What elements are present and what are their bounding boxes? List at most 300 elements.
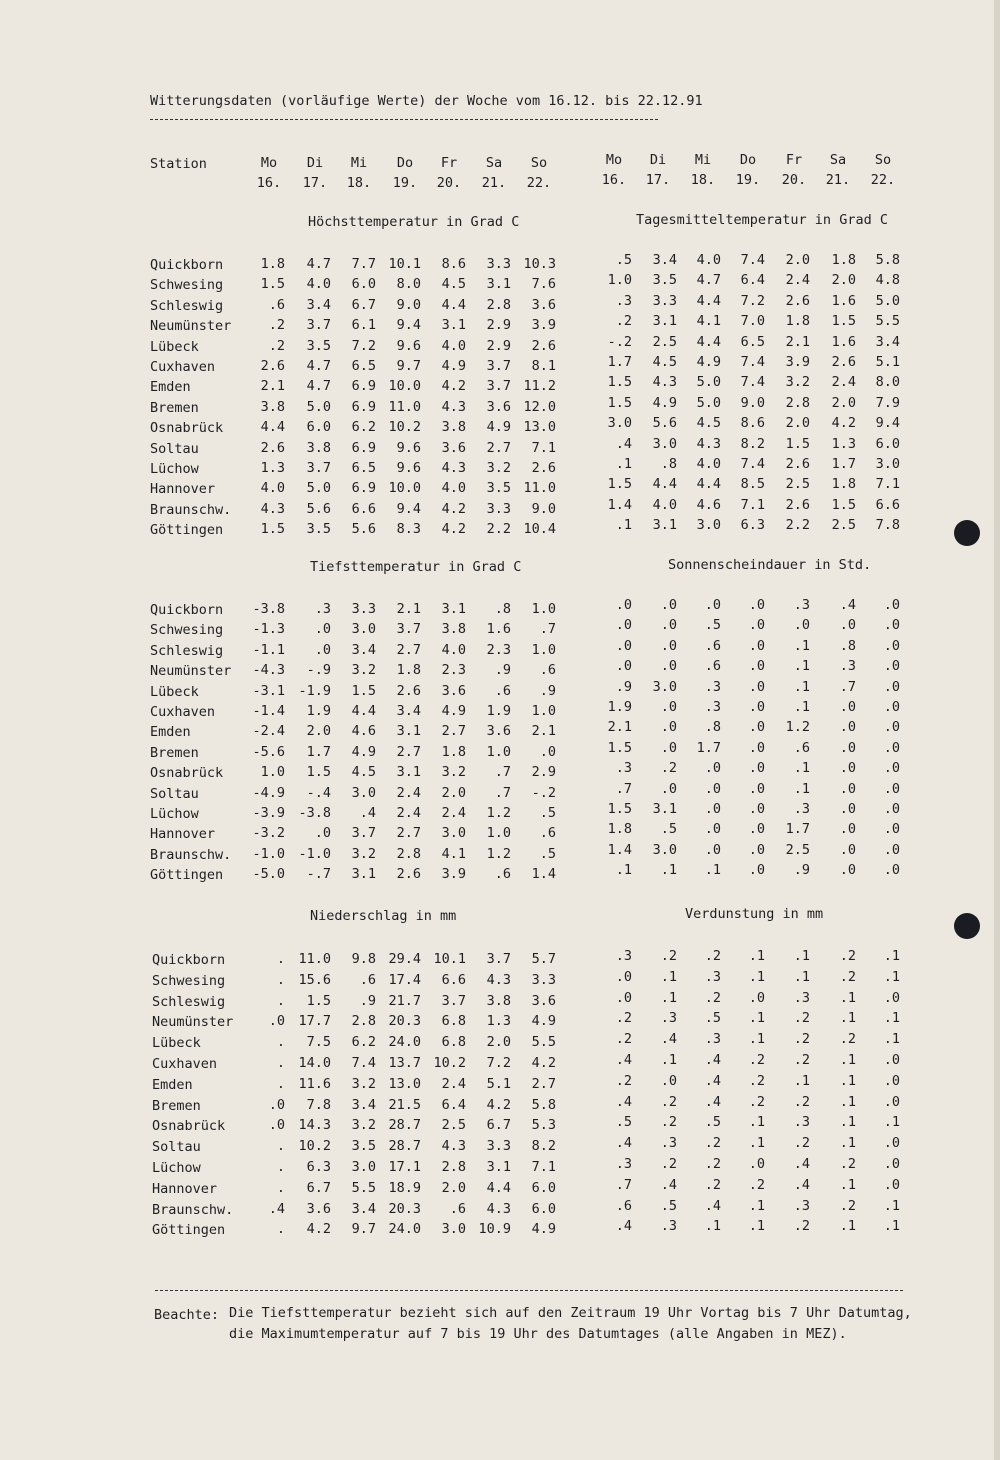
station-name: Göttingen <box>150 867 224 884</box>
data-cell: .2 <box>793 1010 810 1027</box>
data-cell: 2.1 <box>396 601 421 617</box>
data-cell: .1 <box>883 1197 900 1214</box>
data-cell: .0 <box>883 678 900 695</box>
data-cell: 9.4 <box>875 415 900 432</box>
data-cell: .0 <box>615 658 632 675</box>
date-header: 22. <box>526 175 552 191</box>
data-cell: 3.0 <box>875 456 900 472</box>
data-cell: 3.0 <box>441 1221 466 1238</box>
data-cell: 6.9 <box>351 480 376 497</box>
data-cell: 2.8 <box>441 1159 466 1175</box>
data-cell: .8 <box>839 637 856 654</box>
data-cell: .1 <box>839 1010 856 1027</box>
data-cell: .7 <box>494 764 511 781</box>
data-cell: 7.4 <box>740 354 765 370</box>
data-cell: 18.9 <box>388 1179 421 1196</box>
station-name: Soltau <box>152 1139 201 1156</box>
date-header: 21. <box>481 175 507 191</box>
data-cell: 1.3 <box>260 460 285 476</box>
data-cell: 6.8 <box>441 1034 466 1051</box>
data-cell: .4 <box>660 1176 677 1193</box>
data-cell: 4.3 <box>652 374 677 391</box>
data-cell: 24.0 <box>388 1034 421 1051</box>
title-divider <box>150 119 658 120</box>
data-cell: 7.1 <box>875 476 900 493</box>
data-cell: 5.6 <box>306 500 331 517</box>
data-cell: .5 <box>704 1114 721 1131</box>
data-cell: .0 <box>314 621 331 638</box>
data-cell: .0 <box>748 678 765 695</box>
data-cell: 4.3 <box>486 1200 511 1217</box>
data-cell: 2.6 <box>531 460 556 476</box>
data-cell: 4.2 <box>306 1221 331 1238</box>
data-cell: 8.5 <box>740 476 765 493</box>
data-cell: .1 <box>748 1218 765 1235</box>
note-line-1: Die Tiefsttemperatur bezieht sich auf den Zeitraum 19 Uhr Vortag bis 7 Uhr Datumtag, <box>229 1305 912 1321</box>
data-cell: .1 <box>660 862 677 879</box>
data-cell: .1 <box>793 699 810 715</box>
data-cell: 1.8 <box>396 662 421 679</box>
data-cell: 2.5 <box>785 841 810 858</box>
data-cell: 10.1 <box>388 256 421 272</box>
data-cell: -4.3 <box>252 662 285 679</box>
data-cell: 3.2 <box>351 662 376 679</box>
data-cell: 3.0 <box>696 517 721 534</box>
data-cell: 4.5 <box>652 354 677 370</box>
data-cell: .0 <box>615 968 632 985</box>
data-cell: 1.6 <box>831 292 856 309</box>
data-cell: 2.9 <box>486 337 511 354</box>
station-name: Osnabrück <box>150 765 224 782</box>
data-cell: 3.6 <box>486 398 511 415</box>
data-cell: 1.9 <box>607 699 632 715</box>
data-cell: .1 <box>660 989 677 1006</box>
data-cell: -1.3 <box>252 621 285 638</box>
data-cell: .0 <box>883 658 900 675</box>
data-cell: .2 <box>793 1052 810 1068</box>
data-cell: 3.9 <box>441 866 466 883</box>
data-cell: 6.4 <box>441 1096 466 1113</box>
station-name: Osnabrück <box>152 1118 226 1135</box>
data-cell: . <box>276 971 285 988</box>
data-cell: .2 <box>660 948 677 964</box>
data-cell: 1.4 <box>607 496 632 513</box>
data-cell: 4.3 <box>441 398 466 415</box>
data-cell: .0 <box>660 739 677 756</box>
data-cell: 1.8 <box>607 821 632 838</box>
station-name: Schleswig <box>150 297 224 314</box>
data-cell: 10.1 <box>433 951 466 967</box>
data-cell: .0 <box>748 821 765 838</box>
data-cell: 7.2 <box>351 337 376 354</box>
data-cell: .1 <box>748 1135 765 1152</box>
data-cell: 4.4 <box>696 333 721 350</box>
data-cell: .0 <box>839 719 856 736</box>
section-title: Sonnenscheindauer in Std. <box>668 557 872 573</box>
data-cell: .2 <box>839 948 856 964</box>
date-header: 18. <box>690 172 716 188</box>
data-cell: 2.4 <box>785 272 810 289</box>
station-name: Hannover <box>150 826 216 843</box>
data-cell: 3.7 <box>486 951 511 967</box>
data-cell: 6.2 <box>351 1034 376 1051</box>
data-cell: 5.1 <box>875 354 900 370</box>
data-cell: .0 <box>748 801 765 817</box>
data-cell: .1 <box>704 862 721 879</box>
data-cell: 4.1 <box>441 845 466 862</box>
data-cell: .3 <box>704 678 721 695</box>
data-cell: 1.5 <box>831 496 856 513</box>
data-cell: .5 <box>704 1010 721 1027</box>
station-name: Schwesing <box>152 972 226 989</box>
data-cell: .3 <box>793 597 810 613</box>
data-cell: .9 <box>494 662 511 679</box>
data-cell: 3.2 <box>351 1117 376 1134</box>
data-cell: 3.7 <box>351 825 376 842</box>
data-cell: 11.0 <box>388 398 421 415</box>
data-cell: 4.2 <box>486 1096 511 1113</box>
data-cell: 8.6 <box>740 415 765 432</box>
data-cell: 2.1 <box>785 333 810 350</box>
station-name: Schleswig <box>150 642 224 659</box>
data-cell: .0 <box>704 821 721 838</box>
data-cell: .1 <box>704 1218 721 1235</box>
section-title: Höchsttemperatur in Grad C <box>308 214 520 230</box>
data-cell: .1 <box>839 1093 856 1110</box>
data-cell: .1 <box>793 658 810 675</box>
data-cell: 3.3 <box>351 601 376 617</box>
data-cell: .0 <box>748 597 765 613</box>
data-cell: .6 <box>704 658 721 675</box>
data-cell: 4.0 <box>306 276 331 293</box>
data-cell: 4.5 <box>441 276 466 293</box>
data-cell: 3.7 <box>486 358 511 374</box>
data-cell: 3.5 <box>351 1138 376 1155</box>
data-cell: 2.1 <box>607 719 632 736</box>
data-cell: 3.1 <box>652 801 677 817</box>
data-cell: .6 <box>704 637 721 654</box>
date-header: 18. <box>346 175 372 191</box>
data-cell: 1.0 <box>260 764 285 781</box>
data-cell: .4 <box>793 1156 810 1172</box>
data-cell: 2.6 <box>396 866 421 883</box>
data-cell: .0 <box>883 597 900 613</box>
data-cell: .0 <box>615 637 632 654</box>
data-cell: 1.5 <box>831 313 856 330</box>
data-cell: 2.0 <box>306 723 331 740</box>
data-cell: 8.1 <box>531 358 556 374</box>
data-cell: 3.1 <box>486 1159 511 1175</box>
data-cell: 1.7 <box>306 743 331 760</box>
data-cell: 5.1 <box>486 1075 511 1092</box>
data-cell: 3.2 <box>351 1075 376 1092</box>
data-cell: .5 <box>615 1114 632 1131</box>
data-cell: -3.1 <box>252 682 285 699</box>
data-cell: 4.4 <box>652 476 677 493</box>
data-cell: .3 <box>839 658 856 675</box>
data-cell: 9.7 <box>396 358 421 374</box>
section-title: Tiefsttemperatur in Grad C <box>310 559 522 575</box>
data-cell: 3.6 <box>531 296 556 313</box>
data-cell: 3.0 <box>652 435 677 452</box>
data-cell: .1 <box>748 1031 765 1048</box>
data-cell: 4.9 <box>351 743 376 760</box>
data-cell: 1.3 <box>486 1013 511 1030</box>
data-cell: .5 <box>539 845 556 862</box>
data-cell: .1 <box>748 1010 765 1027</box>
date-header: 17. <box>645 172 671 188</box>
data-cell: 4.4 <box>351 703 376 719</box>
data-cell: 2.9 <box>531 764 556 781</box>
data-cell: .1 <box>615 862 632 879</box>
data-cell: -1.9 <box>298 682 331 699</box>
data-cell: 11.0 <box>298 951 331 967</box>
data-cell: 4.9 <box>696 354 721 370</box>
data-cell: 5.6 <box>351 521 376 538</box>
data-cell: .2 <box>660 760 677 777</box>
data-cell: .4 <box>615 1135 632 1152</box>
data-cell: 7.4 <box>740 374 765 391</box>
data-cell: 10.0 <box>388 480 421 497</box>
data-cell: 6.0 <box>875 435 900 452</box>
data-cell: 2.6 <box>260 358 285 374</box>
punch-hole <box>954 913 980 939</box>
data-cell: 9.6 <box>396 337 421 354</box>
data-cell: .0 <box>748 989 765 1006</box>
data-cell: . <box>276 992 285 1009</box>
data-cell: 1.3 <box>831 435 856 452</box>
station-name: Soltau <box>150 440 199 457</box>
note-line-2: die Maximumtemperatur auf 7 bis 19 Uhr des Datumtages (alle Angaben in MEZ). <box>229 1326 847 1342</box>
data-cell: 4.0 <box>260 480 285 497</box>
data-cell: -1.0 <box>252 845 285 862</box>
data-cell: .0 <box>615 989 632 1006</box>
data-cell: 4.9 <box>441 703 466 719</box>
station-name: Neumünster <box>150 663 232 680</box>
station-name: Soltau <box>150 785 199 802</box>
data-cell: .1 <box>883 1114 900 1131</box>
data-cell: .0 <box>660 1072 677 1089</box>
station-name: Cuxhaven <box>150 704 216 720</box>
data-cell: .2 <box>793 1218 810 1235</box>
data-cell: .0 <box>839 739 856 756</box>
data-cell: 3.6 <box>486 723 511 740</box>
data-cell: 9.6 <box>396 439 421 456</box>
data-cell: 3.6 <box>306 1200 331 1217</box>
data-cell: .0 <box>704 760 721 777</box>
data-cell: 14.3 <box>298 1117 331 1134</box>
data-cell: .2 <box>793 1031 810 1048</box>
data-cell: .4 <box>839 597 856 613</box>
data-cell: .0 <box>268 1117 285 1134</box>
data-cell: 3.4 <box>306 296 331 313</box>
data-cell: 6.0 <box>531 1179 556 1196</box>
data-cell: 1.5 <box>351 682 376 699</box>
station-name: Lübeck <box>150 338 199 355</box>
data-cell: .0 <box>660 719 677 736</box>
data-cell: -1.1 <box>252 641 285 658</box>
data-cell: 6.7 <box>486 1117 511 1134</box>
station-header: Station <box>150 156 207 172</box>
data-cell: .4 <box>615 1052 632 1068</box>
data-cell: 10.2 <box>388 419 421 436</box>
data-cell: 2.0 <box>441 1179 466 1196</box>
data-cell: 6.1 <box>351 317 376 334</box>
data-cell: .6 <box>449 1200 466 1217</box>
data-cell: 3.7 <box>396 621 421 638</box>
data-cell: 4.3 <box>441 460 466 476</box>
date-header: 20. <box>781 172 807 188</box>
data-cell: 5.3 <box>531 1117 556 1134</box>
data-cell: 6.4 <box>740 272 765 289</box>
data-cell: -3.2 <box>252 825 285 842</box>
data-cell: 7.7 <box>351 256 376 272</box>
data-cell: 9.4 <box>396 500 421 517</box>
data-cell: 6.5 <box>351 460 376 476</box>
data-cell: .4 <box>615 1093 632 1110</box>
data-cell: 6.2 <box>351 419 376 436</box>
data-cell: 4.7 <box>306 358 331 374</box>
weekday-header: Do <box>739 152 757 168</box>
data-cell: 6.7 <box>351 296 376 313</box>
data-cell: -4.9 <box>252 784 285 801</box>
data-cell: .4 <box>704 1197 721 1214</box>
data-cell: 6.9 <box>351 439 376 456</box>
data-cell: .5 <box>660 1197 677 1214</box>
data-cell: .3 <box>793 989 810 1006</box>
weekday-header: Di <box>649 152 667 168</box>
data-cell: 1.6 <box>486 621 511 638</box>
data-cell: 3.4 <box>396 703 421 719</box>
station-name: Schwesing <box>150 622 224 639</box>
data-cell: 4.5 <box>696 415 721 432</box>
data-cell: 3.7 <box>441 992 466 1009</box>
data-cell: 6.5 <box>351 358 376 374</box>
station-name: Bremen <box>150 399 199 416</box>
data-cell: -.2 <box>607 333 632 350</box>
data-cell: .2 <box>704 1135 721 1152</box>
data-cell: 3.8 <box>486 992 511 1009</box>
data-cell: 1.0 <box>531 703 556 719</box>
data-cell: 8.3 <box>396 521 421 538</box>
data-cell: .2 <box>839 968 856 985</box>
data-cell: 4.9 <box>486 419 511 436</box>
data-cell: .0 <box>883 989 900 1006</box>
data-cell: .3 <box>314 601 331 617</box>
data-cell: .6 <box>268 296 285 313</box>
data-cell: .6 <box>494 682 511 699</box>
data-cell: .0 <box>704 841 721 858</box>
data-cell: 2.4 <box>831 374 856 391</box>
data-cell: 3.8 <box>260 398 285 415</box>
data-cell: 2.7 <box>396 641 421 658</box>
data-cell: 1.8 <box>441 743 466 760</box>
station-name: Schwesing <box>150 277 224 294</box>
station-name: Neumünster <box>152 1014 234 1031</box>
data-cell: 3.4 <box>652 252 677 268</box>
data-cell: .9 <box>539 682 556 699</box>
data-cell: .4 <box>660 1031 677 1048</box>
data-cell: .0 <box>704 801 721 817</box>
data-cell: 4.3 <box>486 971 511 988</box>
data-cell: 9.0 <box>740 394 765 411</box>
data-cell: 20.3 <box>388 1200 421 1217</box>
data-cell: .6 <box>539 825 556 842</box>
data-cell: 4.2 <box>831 415 856 432</box>
data-cell: 2.6 <box>396 682 421 699</box>
data-cell: 2.0 <box>831 394 856 411</box>
data-cell: 3.5 <box>652 272 677 289</box>
data-cell: .0 <box>883 617 900 634</box>
date-header: 16. <box>601 172 627 188</box>
data-cell: .7 <box>615 1176 632 1193</box>
data-cell: 7.1 <box>531 439 556 456</box>
data-cell: 3.8 <box>441 621 466 638</box>
data-cell: 17.1 <box>388 1159 421 1175</box>
data-cell: 7.1 <box>531 1159 556 1175</box>
data-cell: 3.0 <box>607 415 632 432</box>
data-cell: .4 <box>704 1052 721 1068</box>
data-cell: .3 <box>615 760 632 777</box>
data-cell: 4.4 <box>486 1179 511 1196</box>
data-cell: 1.2 <box>785 719 810 736</box>
data-cell: .1 <box>883 968 900 985</box>
date-header: 21. <box>825 172 851 188</box>
data-cell: 3.6 <box>531 992 556 1009</box>
data-cell: 4.4 <box>696 476 721 493</box>
data-cell: 8.2 <box>740 435 765 452</box>
weekday-header: Sa <box>485 155 503 171</box>
data-cell: 1.8 <box>831 476 856 493</box>
data-cell: 20.3 <box>388 1013 421 1030</box>
data-cell: .1 <box>839 989 856 1006</box>
data-cell: .3 <box>660 1218 677 1235</box>
data-cell: .0 <box>660 658 677 675</box>
data-cell: 2.9 <box>486 317 511 334</box>
data-cell: .3 <box>704 699 721 715</box>
data-cell: 4.2 <box>531 1055 556 1071</box>
data-cell: 2.6 <box>260 439 285 456</box>
data-cell: .1 <box>793 678 810 695</box>
data-cell: 1.0 <box>531 601 556 617</box>
data-cell: .4 <box>268 1200 285 1217</box>
data-cell: 2.1 <box>260 378 285 395</box>
data-cell: 6.0 <box>351 276 376 293</box>
data-cell: 4.7 <box>696 272 721 289</box>
note-label: Beachte: <box>154 1307 220 1323</box>
data-cell: 6.9 <box>351 398 376 415</box>
data-cell: 3.2 <box>785 374 810 391</box>
data-cell: .6 <box>494 866 511 883</box>
weekday-header: Di <box>306 155 324 171</box>
data-cell: 3.1 <box>351 866 376 883</box>
data-cell: 3.1 <box>441 601 466 617</box>
data-cell: 5.5 <box>531 1034 556 1051</box>
data-cell: .0 <box>660 699 677 715</box>
data-cell: .1 <box>615 456 632 472</box>
data-cell: .0 <box>883 821 900 838</box>
station-name: Lübeck <box>152 1035 201 1052</box>
data-cell: .0 <box>539 743 556 760</box>
data-cell: .1 <box>660 1052 677 1068</box>
data-cell: 2.1 <box>531 723 556 740</box>
data-cell: 7.8 <box>306 1096 331 1113</box>
weekday-header: Do <box>396 155 414 171</box>
data-cell: 1.4 <box>607 841 632 858</box>
data-cell: .0 <box>793 617 810 634</box>
data-cell: -.9 <box>306 662 331 679</box>
data-cell: 3.1 <box>441 317 466 334</box>
